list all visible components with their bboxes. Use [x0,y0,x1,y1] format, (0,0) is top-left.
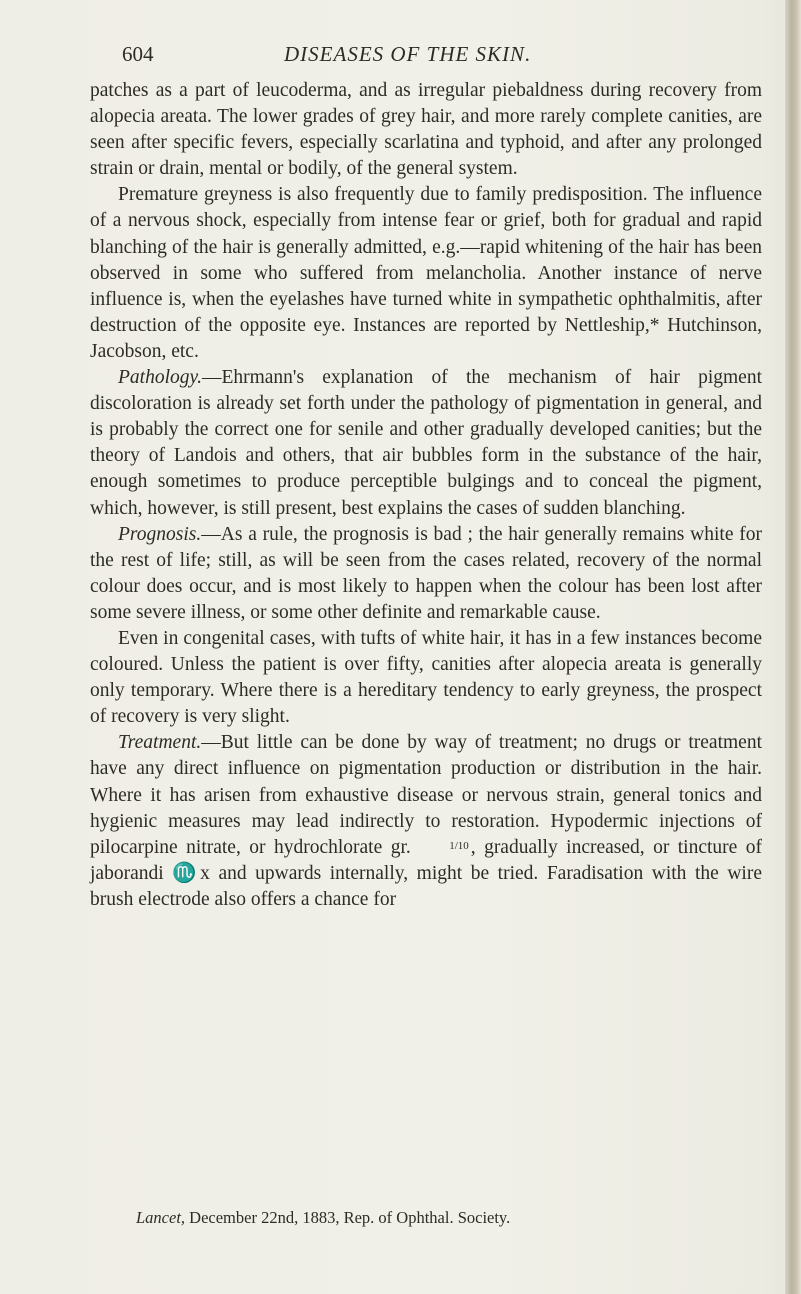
running-head: DISEASES OF THE SKIN. [284,42,532,66]
section-heading-pathology: Pathology. [118,367,202,389]
footnote-journal: Lancet, [136,1208,186,1227]
paragraph-leucoderma: patches as a part of leucoderma, and as irregular piebaldness during recovery from alopecia areata. The lower grades of grey hair, and more rarely complete canities, are seen after specific fevers, especially scarlatina and typhoid, and after any prolonged strain or drain, mental or bodily, of the general system. [90,80,762,180]
body-text [90,78,762,913]
paragraph-treatment: Treatment.—But little can be done by way of treatment; no drugs or treatment have any direct influence on pigmentation production or distribution in the hair. Where it has arisen from exhaustive disease or nervous strain, general tonics and hygienic measures may lead indirectly to restoration. Hypodermic injections of pilocarpine nitrate, or hydrochlorate gr. 1/10 , gradually increased, or tincture of jaborandi ♏x and upwards internally, might be tried. Faradisation with the wire brush electrode also offers a chance for [90,732,763,910]
page-number: 604 [122,42,154,66]
section-heading-treatment: Treatment. [118,732,202,754]
dose-fraction: 1/10 [449,839,469,852]
paragraph-premature-greyness: Premature greyness is also frequently due to family predisposition. The influence of a nervous shock, especially from intense fear or grief, both for gradual and rapid blanching of the hair is generally admitted, e.g.—rapid whitening of the hair has been observed in some who suffered from melancholia. Another instance of nerve influence is, when the eyelashes have turned white in sympathetic ophthalmitis, after destruction of the opposite eye. Instances are reported by Nettleship,* Hutchinson, Jacobson, etc. [90,184,762,362]
page-header [122,42,762,72]
paragraph-congenital-cases: Even in congenital cases, with tufts of white hair, it has in a few instances become coloured. Unless the patient is over fifty, canities after alopecia areata is generally only temporary. Where there is a hereditary tendency to early greyness, the prospect of recovery is very slight. [90,627,762,728]
paragraph-pathology: Pathology.—Ehrmann's explanation of the mechanism of hair pigment discoloration is already set forth under the pathology of pigmentation in general, and is probably the correct one for senile and other gradually developed canities; but the theory of Landois and others, that air bubbles form in the substance of the hair, enough sometimes to produce perceptible bulgings and to conceal the pigment, which, however, is still present, best explains the cases of sudden blanching. [90,367,762,519]
section-heading-prognosis: Prognosis. [118,523,202,545]
page-edge [785,0,801,1294]
footnote-text: December 22nd, 1883, Rep. of Ophthal. Society. [185,1208,511,1227]
paragraph-prognosis: Prognosis.—As a rule, the prognosis is bad ; the hair generally remains white for the rest of life; still, as will be seen from the cases related, recovery of the normal colour does occur, and is most likely to happen when the colour has been lost after some severe illness, or some other definite and remarkable cause. [90,523,762,623]
footnote [136,1208,776,1228]
